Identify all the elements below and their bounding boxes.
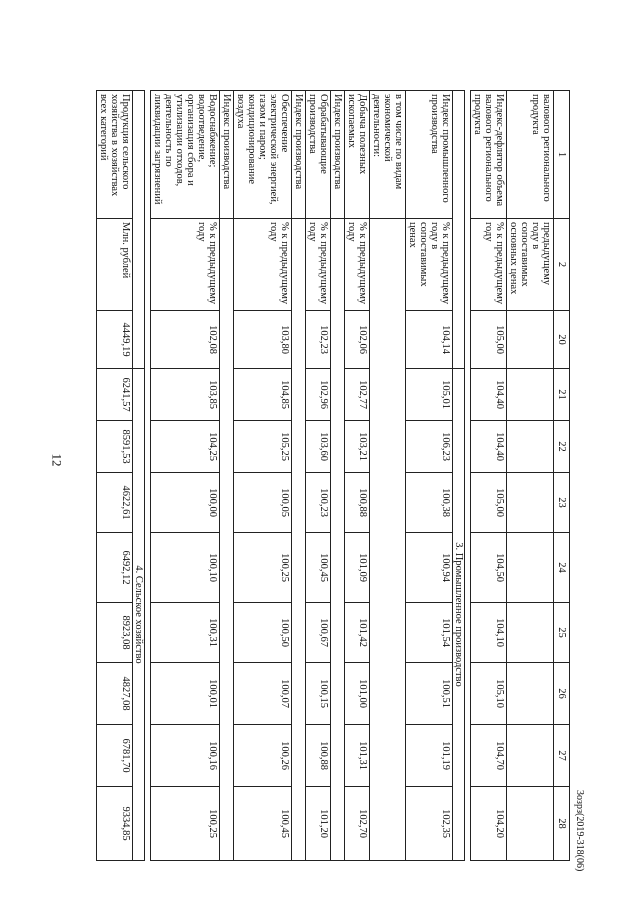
spacer-row	[465, 91, 471, 861]
value-cell: 100,00	[151, 473, 220, 533]
value-cell: 100,88	[345, 473, 370, 533]
value-cell: 104,40	[471, 369, 507, 421]
value-cell: 100,10	[151, 533, 220, 603]
value-cell: 102,06	[345, 311, 370, 369]
value-cell: 9334,85	[97, 787, 133, 861]
empty-cell	[331, 219, 345, 861]
value-cell: 105,00	[471, 473, 507, 533]
table-row	[234, 91, 292, 861]
value-cell: 100,25	[234, 533, 292, 603]
header-row	[554, 91, 570, 861]
empty-cell	[292, 219, 306, 861]
value-cell: 101,00	[345, 663, 370, 725]
value-cell	[507, 473, 554, 533]
column-header: 28	[554, 787, 570, 861]
value-cell	[507, 533, 554, 603]
row-label: Индекс производства	[331, 91, 345, 219]
value-cell: 101,42	[345, 603, 370, 663]
document-stamp: 3озрз(2019-318(06)	[574, 790, 585, 872]
unit-cell: Млн. рублей	[97, 219, 133, 311]
value-cell: 4622,61	[97, 473, 133, 533]
column-header: 1	[554, 91, 570, 219]
value-cell: 103,21	[345, 421, 370, 473]
value-cell: 102,77	[345, 369, 370, 421]
unit-cell: % к предыдущему году	[234, 219, 292, 311]
indicator-name: Индекс промышленного производства	[406, 91, 453, 219]
value-cell: 104,85	[234, 369, 292, 421]
value-cell	[507, 725, 554, 787]
row-label: Индекс производства	[220, 91, 234, 219]
value-cell: 100,15	[306, 663, 331, 725]
unit-cell: % к предыдущему году	[151, 219, 220, 311]
value-cell: 100,07	[234, 663, 292, 725]
value-cell	[507, 369, 554, 421]
value-cell: 100,51	[406, 663, 453, 725]
empty-cell	[220, 219, 234, 861]
value-cell: 106,23	[406, 421, 453, 473]
value-cell: 6492,12	[97, 533, 133, 603]
value-cell: 100,23	[306, 473, 331, 533]
table-row	[507, 91, 554, 861]
value-cell	[507, 311, 554, 369]
value-cell: 102,70	[345, 787, 370, 861]
spacer-cell	[145, 91, 151, 861]
column-header: 20	[554, 311, 570, 369]
indicator-name: Индекс-дефлятор объема валового регионального продукта	[471, 91, 507, 219]
value-cell: 102,08	[151, 311, 220, 369]
value-cell: 101,20	[306, 787, 331, 861]
column-header: 2	[554, 219, 570, 311]
value-cell: 100,26	[234, 725, 292, 787]
value-cell: 4449,19	[97, 311, 133, 369]
table-row	[406, 91, 453, 861]
rotated-table-container	[100, 90, 570, 860]
spacer-row	[145, 91, 151, 861]
spacer-cell	[465, 91, 471, 861]
value-cell: 104,50	[471, 533, 507, 603]
table-body	[97, 91, 554, 861]
unit-cell: % к предыдущему году	[306, 219, 331, 311]
value-cell: 101,09	[345, 533, 370, 603]
value-cell	[507, 421, 554, 473]
column-header: 27	[554, 725, 570, 787]
column-header: 26	[554, 663, 570, 725]
row-label: в том числе по видам экономической деятельности:	[370, 91, 406, 219]
value-cell: 104,70	[471, 725, 507, 787]
value-cell: 8591,53	[97, 421, 133, 473]
value-cell: 100,67	[306, 603, 331, 663]
value-cell: 103,80	[234, 311, 292, 369]
value-cell: 103,85	[151, 369, 220, 421]
unit-cell: предыдущему году в сопоставимых основных ценах	[507, 219, 554, 311]
indicator-name: Добыча полезных ископаемых	[345, 91, 370, 219]
value-cell: 100,50	[234, 603, 292, 663]
label-row	[220, 91, 234, 861]
value-cell: 101,31	[345, 725, 370, 787]
section-header-row	[453, 91, 465, 861]
value-cell: 104,40	[471, 421, 507, 473]
empty-cell	[370, 219, 406, 861]
table-row	[345, 91, 370, 861]
label-row	[292, 91, 306, 861]
value-cell: 100,45	[234, 787, 292, 861]
value-cell: 105,10	[471, 663, 507, 725]
table-row	[97, 91, 133, 861]
value-cell: 101,19	[406, 725, 453, 787]
value-cell: 102,96	[306, 369, 331, 421]
value-cell: 104,20	[471, 787, 507, 861]
value-cell: 4827,08	[97, 663, 133, 725]
section-blank-cell	[453, 91, 465, 369]
value-cell: 103,60	[306, 421, 331, 473]
value-cell: 100,05	[234, 473, 292, 533]
value-cell: 100,01	[151, 663, 220, 725]
unit-cell: % к предыдущему году	[471, 219, 507, 311]
indicator-name: Водоснабжение; водоотведение, организация сбора и утилизации отходов, деятельность по ликвидации загрязнений	[151, 91, 220, 219]
value-cell	[507, 663, 554, 725]
column-header: 22	[554, 421, 570, 473]
value-cell: 104,25	[151, 421, 220, 473]
value-cell: 104,10	[471, 603, 507, 663]
value-cell: 105,25	[234, 421, 292, 473]
value-cell: 100,16	[151, 725, 220, 787]
table-row	[151, 91, 220, 861]
indicator-name: Обрабатывающие производства	[306, 91, 331, 219]
value-cell: 100,38	[406, 473, 453, 533]
table-row	[306, 91, 331, 861]
value-cell	[507, 603, 554, 663]
value-cell	[507, 787, 554, 861]
section-blank-cell	[133, 91, 145, 369]
value-cell: 100,94	[406, 533, 453, 603]
table-row	[471, 91, 507, 861]
value-cell: 105,00	[471, 311, 507, 369]
unit-cell: % к предыдущему году в сопоставимых ценах	[406, 219, 453, 311]
page-number: 12	[49, 453, 65, 467]
row-label: Индекс производства	[292, 91, 306, 219]
column-header: 25	[554, 603, 570, 663]
label-row	[370, 91, 406, 861]
label-row	[331, 91, 345, 861]
value-cell: 105,01	[406, 369, 453, 421]
section-header-row	[133, 91, 145, 861]
value-cell: 100,25	[151, 787, 220, 861]
value-cell: 102,23	[306, 311, 331, 369]
value-cell: 6241,57	[97, 369, 133, 421]
value-cell: 6781,70	[97, 725, 133, 787]
column-header: 24	[554, 533, 570, 603]
value-cell: 101,54	[406, 603, 453, 663]
value-cell: 8923,08	[97, 603, 133, 663]
section-title: 3. Промышленное производство	[453, 369, 465, 861]
indicator-name: Продукция сельского хозяйства в хозяйствах всех категорий	[97, 91, 133, 219]
column-header: 23	[554, 473, 570, 533]
indicator-name: валового регионального продукта	[507, 91, 554, 219]
value-cell: 102,35	[406, 787, 453, 861]
indicator-name: Обеспечение электрической энергией, газом и паром; кондиционирование воздуха	[234, 91, 292, 219]
value-cell: 104,14	[406, 311, 453, 369]
value-cell: 100,45	[306, 533, 331, 603]
section-title: 4. Сельское хозяйство	[133, 369, 145, 861]
unit-cell: % к предыдущему году	[345, 219, 370, 311]
column-header: 21	[554, 369, 570, 421]
forecast-table	[96, 90, 570, 861]
value-cell: 100,88	[306, 725, 331, 787]
value-cell: 100,31	[151, 603, 220, 663]
